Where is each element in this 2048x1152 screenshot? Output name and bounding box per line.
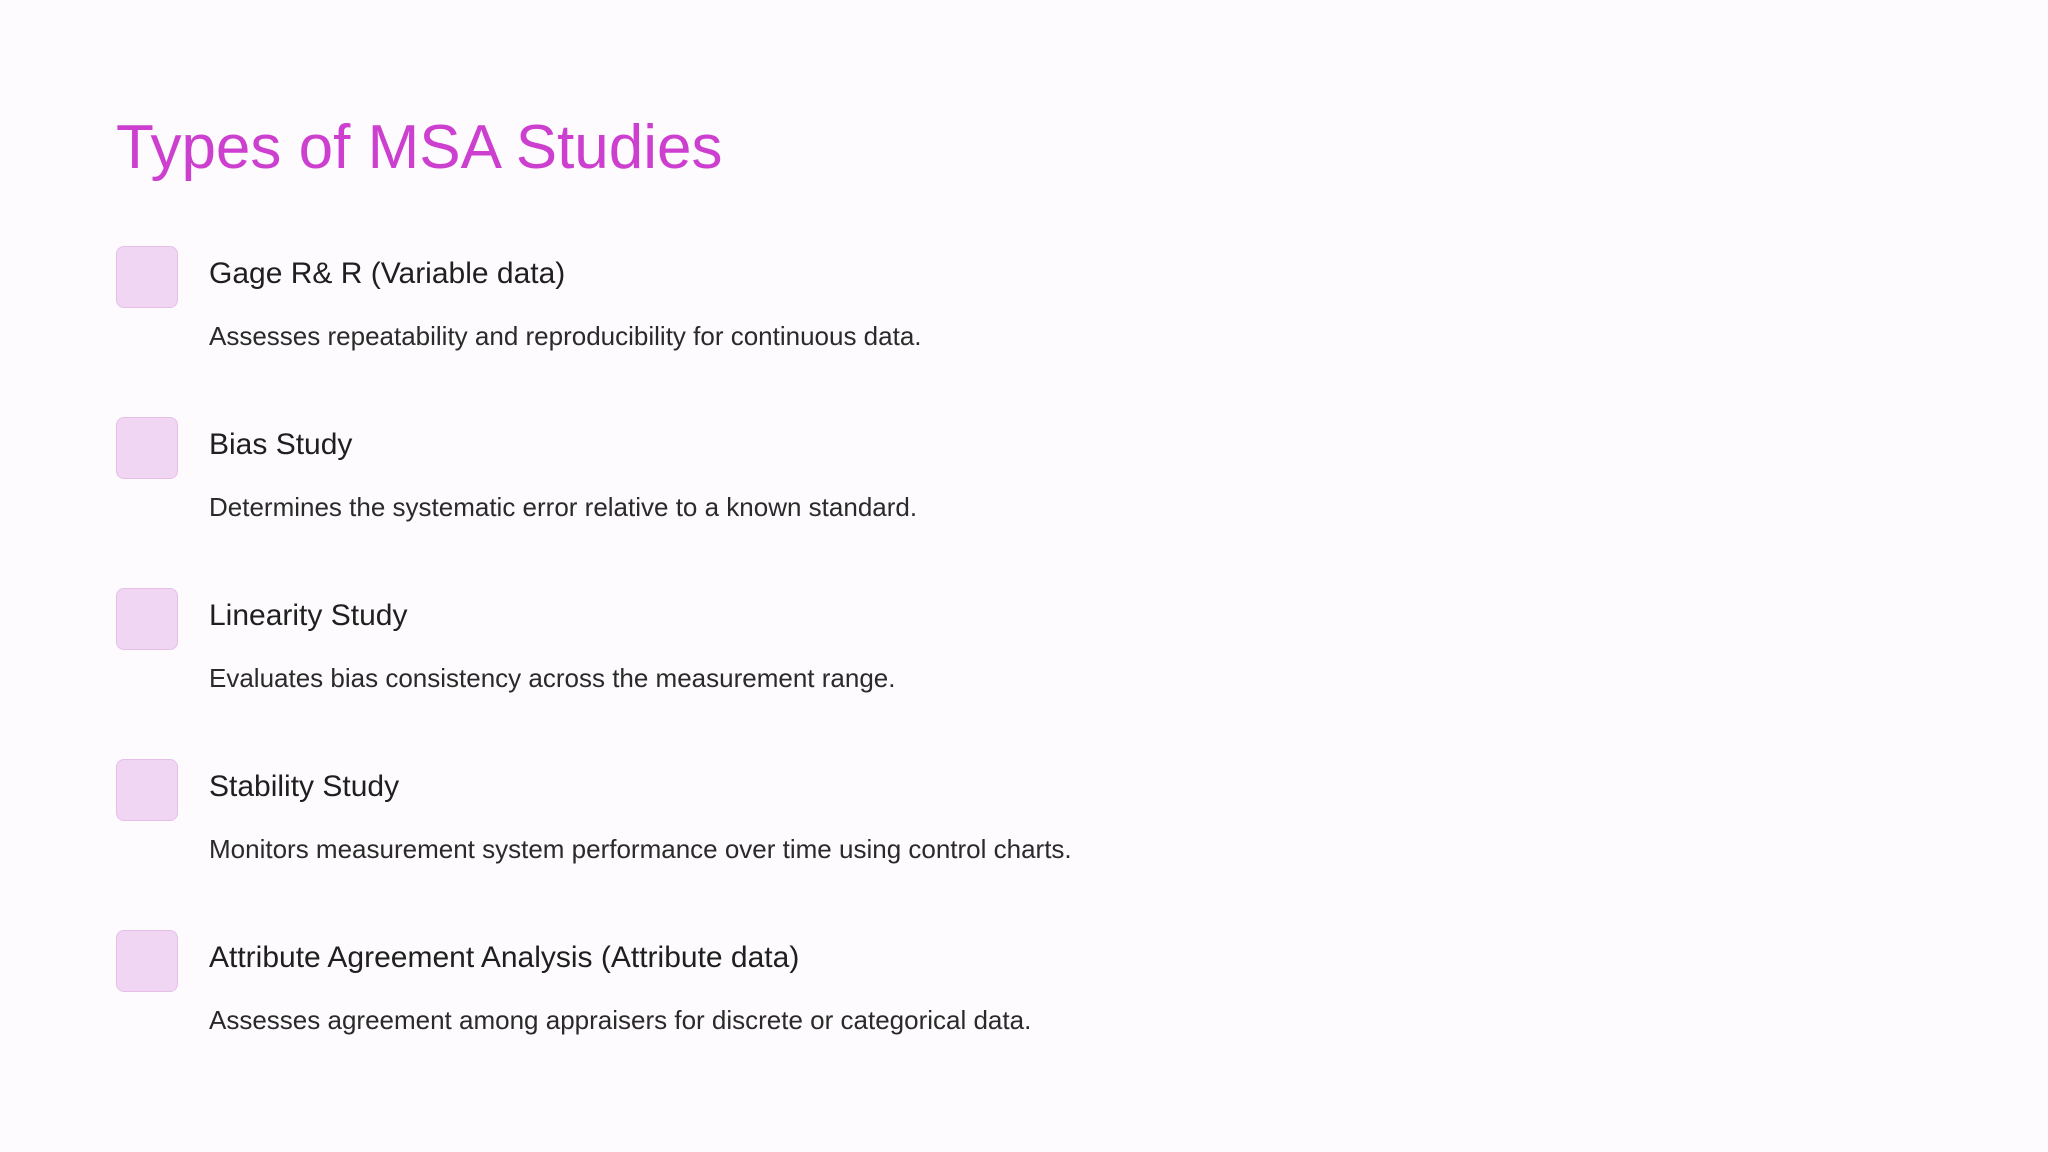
item-description: Assesses agreement among appraisers for discrete or categorical data. [209,1005,1032,1035]
item-heading: Stability Study [209,770,400,803]
item-heading: Gage R& R (Variable data) [209,257,566,290]
item-heading: Attribute Agreement Analysis (Attribute data) [209,941,800,974]
list-item-gage-rr [116,246,1516,386]
list-item-linearity-study [116,588,1516,728]
list-item-bias-study [116,417,1516,557]
bullet-box-icon [116,759,178,821]
bullet-box-icon [116,246,178,308]
item-description: Monitors measurement system performance over time using control charts. [209,834,1072,864]
bullet-box-icon [116,417,178,479]
bullet-box-icon [116,930,178,992]
list-item-stability-study [116,759,1516,899]
slide-title: Types of MSA Studies [116,113,723,182]
item-heading: Bias Study [209,428,353,461]
bullet-box-icon [116,588,178,650]
item-description: Determines the systematic error relative to a known standard. [209,492,918,522]
list-item-attribute-agreement [116,930,1516,1070]
item-description: Evaluates bias consistency across the measurement range. [209,663,896,693]
item-heading: Linearity Study [209,599,408,632]
item-description: Assesses repeatability and reproducibility for continuous data. [209,321,922,351]
